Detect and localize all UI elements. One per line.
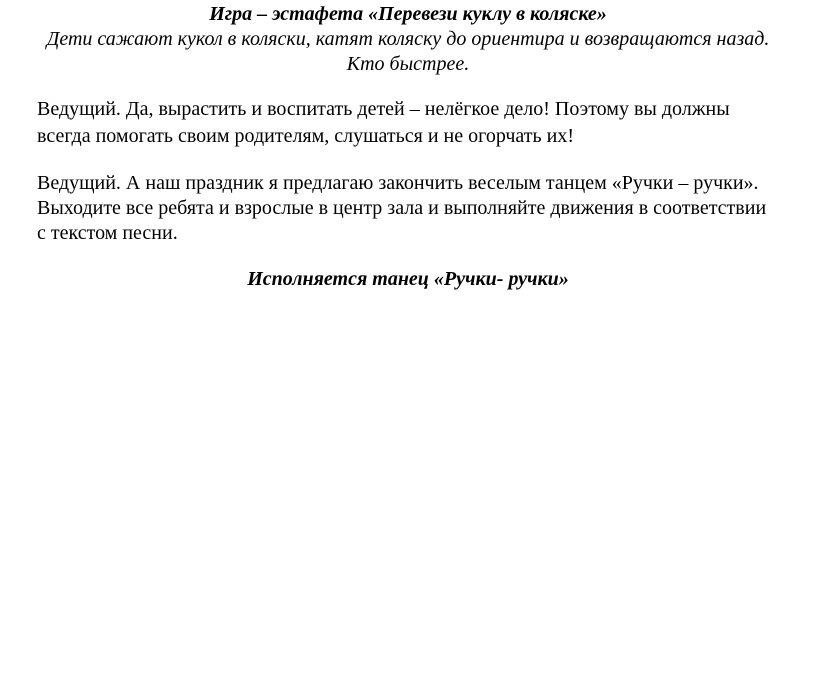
- host-paragraph-1-line-1: Ведущий. Да, вырастить и воспитать детей – нелёгкое дело! Поэтому вы должны: [37, 98, 730, 120]
- game-description-line-2: Кто быстрее.: [346, 53, 470, 75]
- host-paragraph-2-line-3: с текстом песни.: [37, 222, 178, 244]
- game-title: Игра – эстафета «Перевези куклу в коляске»: [209, 3, 607, 25]
- host-paragraph-2-line-1: Ведущий. А наш праздник я предлагаю закончить веселым танцем «Ручки – ручки».: [37, 172, 759, 194]
- host-paragraph-2-line-2: Выходите все ребята и взрослые в центр зала и выполняйте движения в соответствии: [37, 197, 767, 219]
- dance-title: Исполняется танец «Ручки- ручки»: [247, 268, 569, 290]
- game-description-line-1: Дети сажают кукол в коляски, катят коляску до ориентира и возвращаются назад.: [46, 28, 770, 50]
- host-paragraph-1-line-2: всегда помогать своим родителям, слушаться и не огорчать их!: [37, 125, 574, 147]
